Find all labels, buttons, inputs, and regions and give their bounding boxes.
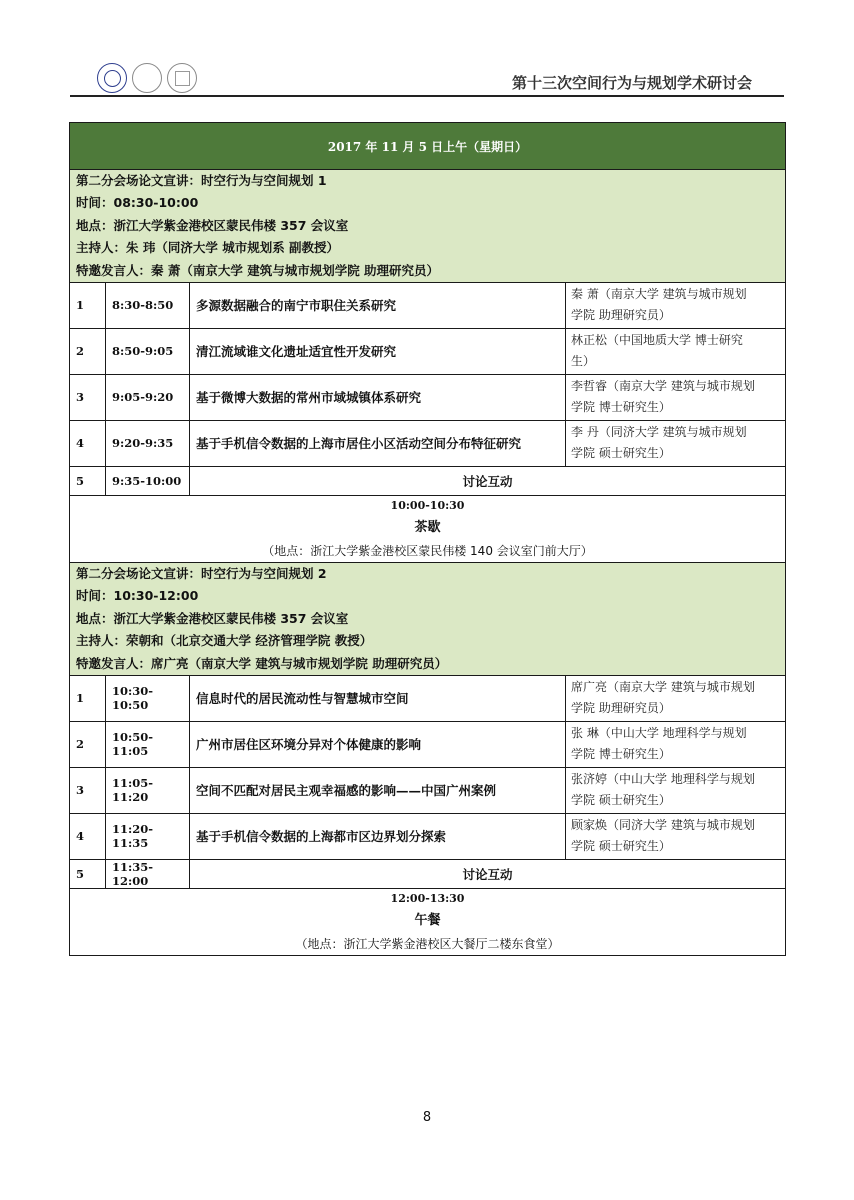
talk-number: 2 bbox=[70, 328, 106, 374]
discussion-number: 5 bbox=[70, 466, 106, 495]
break-row bbox=[70, 888, 786, 955]
talk-time: 9:20-9:35 bbox=[106, 420, 190, 466]
header-divider bbox=[70, 95, 784, 97]
break-time: 12:00-13:30 bbox=[390, 891, 465, 905]
schedule-table bbox=[69, 122, 786, 956]
discussion-label: 讨论互动 bbox=[190, 466, 786, 495]
session-time: 时间：08:30-10:00 bbox=[76, 195, 199, 211]
discussion-row bbox=[70, 466, 786, 495]
talk-row bbox=[70, 420, 786, 466]
talk-time: 11:20-11:35 bbox=[106, 813, 190, 859]
discussion-row bbox=[70, 859, 786, 888]
talk-speaker: 林正松（中国地质大学 博士研究 生） bbox=[566, 328, 786, 374]
university-emblem-icon bbox=[97, 63, 127, 93]
talk-number: 1 bbox=[70, 282, 106, 328]
break-name: 午餐 bbox=[414, 912, 441, 928]
talk-title: 清江流域谁文化遗址适宜性开发研究 bbox=[190, 328, 566, 374]
talk-row bbox=[70, 328, 786, 374]
svc-logo-icon bbox=[132, 63, 162, 93]
discussion-time: 9:35-10:00 bbox=[106, 466, 190, 495]
talk-title: 空间不匹配对居民主观幸福感的影响——中国广州案例 bbox=[190, 767, 566, 813]
break-row bbox=[70, 495, 786, 562]
break-name: 茶歇 bbox=[414, 519, 441, 535]
page-number: 8 bbox=[422, 1110, 432, 1125]
talk-number: 1 bbox=[70, 675, 106, 721]
talk-row bbox=[70, 374, 786, 420]
session-time: 时间：10:30-12:00 bbox=[76, 588, 199, 604]
session-header bbox=[70, 562, 786, 675]
break-time: 10:00-10:30 bbox=[390, 498, 465, 512]
break-location: （地点：浙江大学紫金港校区蒙民伟楼 140 会议室门前大厅） bbox=[262, 543, 593, 558]
discussion-number: 5 bbox=[70, 859, 106, 888]
talk-speaker: 李哲睿（南京大学 建筑与城市规划 学院 博士研究生） bbox=[566, 374, 786, 420]
session-guest-speaker: 特邀发言人：秦 萧（南京大学 建筑与城市规划学院 助理研究员） bbox=[76, 262, 440, 278]
talk-title: 多源数据融合的南宁市职住关系研究 bbox=[190, 282, 566, 328]
talk-time: 10:50-11:05 bbox=[106, 721, 190, 767]
talk-number: 3 bbox=[70, 374, 106, 420]
talk-number: 4 bbox=[70, 813, 106, 859]
talk-title: 基于手机信令数据的上海市居住小区活动空间分布特征研究 bbox=[190, 420, 566, 466]
talk-time: 10:30-10:50 bbox=[106, 675, 190, 721]
talk-title: 基于手机信令数据的上海都市区边界划分探索 bbox=[190, 813, 566, 859]
talk-row bbox=[70, 282, 786, 328]
talk-row bbox=[70, 675, 786, 721]
talk-row bbox=[70, 813, 786, 859]
talk-time: 8:30-8:50 bbox=[106, 282, 190, 328]
session-location: 地点：浙江大学紫金港校区蒙民伟楼 357 会议室 bbox=[76, 217, 349, 233]
talk-time: 8:50-9:05 bbox=[106, 328, 190, 374]
break-location: （地点：浙江大学紫金港校区大餐厅二楼东食堂） bbox=[295, 936, 560, 951]
talk-number: 4 bbox=[70, 420, 106, 466]
talk-number: 2 bbox=[70, 721, 106, 767]
talk-speaker: 顾家焕（同济大学 建筑与城市规划 学院 硕士研究生） bbox=[566, 813, 786, 859]
talk-time: 11:05-11:20 bbox=[106, 767, 190, 813]
talk-time: 9:05-9:20 bbox=[106, 374, 190, 420]
talk-speaker: 张济婷（中山大学 地理科学与规划 学院 硕士研究生） bbox=[566, 767, 786, 813]
day-title: 2017 年 11 月 5 日上午（星期日） bbox=[70, 123, 786, 170]
talk-speaker: 张 琳（中山大学 地理科学与规划 学院 博士研究生） bbox=[566, 721, 786, 767]
discussion-time: 11:35-12:00 bbox=[106, 859, 190, 888]
session-title: 第二分会场论文宣讲：时空行为与空间规划 2 bbox=[76, 565, 327, 581]
session-guest-speaker: 特邀发言人：席广亮（南京大学 建筑与城市规划学院 助理研究员） bbox=[76, 655, 448, 671]
seal-emblem-icon bbox=[167, 63, 197, 93]
talk-speaker: 席广亮（南京大学 建筑与城市规划 学院 助理研究员） bbox=[566, 675, 786, 721]
talk-row bbox=[70, 721, 786, 767]
session-host: 主持人：荣朝和（北京交通大学 经济管理学院 教授） bbox=[76, 633, 373, 649]
session-location: 地点：浙江大学紫金港校区蒙民伟楼 357 会议室 bbox=[76, 610, 349, 626]
talk-row bbox=[70, 767, 786, 813]
discussion-label: 讨论互动 bbox=[190, 859, 786, 888]
talk-speaker: 李 丹（同济大学 建筑与城市规划 学院 硕士研究生） bbox=[566, 420, 786, 466]
talk-title: 广州市居住区环境分异对个体健康的影响 bbox=[190, 721, 566, 767]
talk-title: 基于微博大数据的常州市域城镇体系研究 bbox=[190, 374, 566, 420]
conference-title: 第十三次空间行为与规划学术研讨会 bbox=[511, 74, 752, 92]
header-logos bbox=[97, 62, 201, 94]
talk-number: 3 bbox=[70, 767, 106, 813]
session-title: 第二分会场论文宣讲：时空行为与空间规划 1 bbox=[76, 173, 327, 188]
session-header bbox=[70, 170, 786, 283]
talk-speaker: 秦 萧（南京大学 建筑与城市规划 学院 助理研究员） bbox=[566, 282, 786, 328]
session-host: 主持人：朱 玮（同济大学 城市规划系 副教授） bbox=[76, 240, 340, 256]
talk-title: 信息时代的居民流动性与智慧城市空间 bbox=[190, 675, 566, 721]
